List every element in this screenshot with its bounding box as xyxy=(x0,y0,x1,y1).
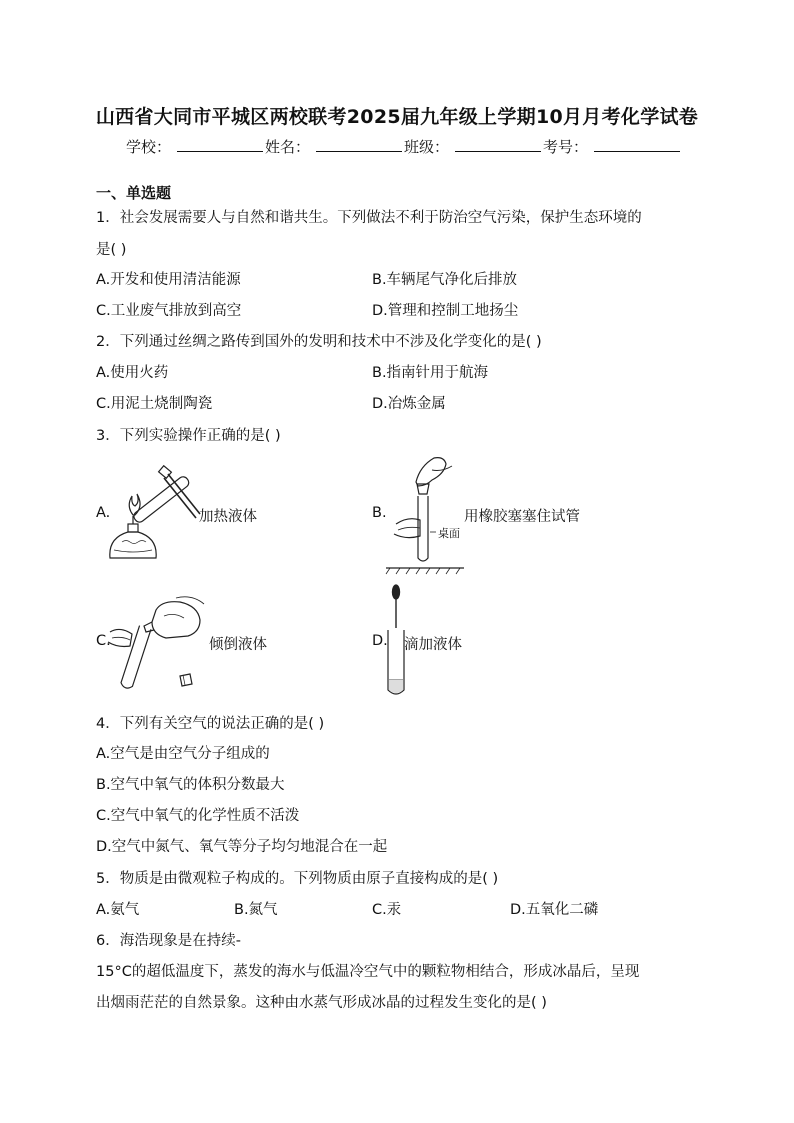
q5-option-b[interactable]: B.氮气 xyxy=(234,902,278,918)
pouring-liquid-icon xyxy=(104,596,208,696)
exam-title: 山西省大同市平城区两校联考2025届九年级上学期10月月考化学试卷 xyxy=(95,106,699,128)
school-blank[interactable] xyxy=(177,137,263,152)
q6-stem-line2: 15°C的超低温度下，蒸发的海水与低温冷空气中的颗粒物相结合，形成冰晶后，呈现 xyxy=(96,964,640,980)
name-label: 姓名： xyxy=(265,138,311,156)
q2-option-a[interactable]: A.使用火药 xyxy=(96,365,169,381)
q1-option-a[interactable]: A.开发和使用清洁能源 xyxy=(96,272,241,288)
q2-option-c[interactable]: C.用泥土烧制陶瓷 xyxy=(96,396,213,412)
q2-stem: 2．下列通过丝绸之路传到国外的发明和技术中不涉及化学变化的是( ) xyxy=(96,334,542,350)
q4-option-a[interactable]: A.空气是由空气分子组成的 xyxy=(96,746,270,762)
q4-option-c[interactable]: C.空气中氧气的化学性质不活泼 xyxy=(96,808,300,824)
q4-option-d[interactable]: D.空气中氮气、氧气等分子均匀地混合在一起 xyxy=(96,839,388,855)
q5-stem: 5．物质是由微观粒子构成的。下列物质由原子直接构成的是( ) xyxy=(96,871,499,887)
student-info-line xyxy=(126,136,682,157)
q5-option-d[interactable]: D.五氧化二磷 xyxy=(510,902,599,918)
q5-option-a[interactable]: A.氨气 xyxy=(96,902,140,918)
q5-option-c[interactable]: C.汞 xyxy=(372,902,402,918)
q3-option-c-letter[interactable]: C. xyxy=(96,633,111,649)
q6-stem-line1: 6．海浩现象是在持续- xyxy=(96,933,241,949)
q2-option-d[interactable]: D.冶炼金属 xyxy=(372,396,446,412)
q1-stem-line2: 是( ) xyxy=(96,242,127,258)
q3-option-b-figure-label: 桌面 xyxy=(438,527,460,540)
q1-stem-line1: 1．社会发展需要人与自然和谐共生。下列做法不利于防治空气污染，保护生态环境的 xyxy=(96,210,642,226)
alcohol-lamp-heating-icon xyxy=(104,458,204,564)
class-blank[interactable] xyxy=(455,137,541,152)
rubber-stopper-tube-icon xyxy=(386,452,466,577)
school-label: 学校： xyxy=(126,138,172,156)
q2-option-b[interactable]: B.指南针用于航海 xyxy=(372,365,489,381)
section-heading-single-choice: 一、单选题 xyxy=(96,184,172,202)
q3-stem: 3．下列实验操作正确的是( ) xyxy=(96,428,281,444)
q3-option-b-letter[interactable]: B. xyxy=(372,505,387,521)
q3-option-b-text: 用橡胶塞塞住试管 xyxy=(464,509,580,525)
q3-option-c-text: 倾倒液体 xyxy=(209,637,267,653)
q3-option-a-text: 加热液体 xyxy=(199,509,257,525)
q3-option-a-letter[interactable]: A. xyxy=(96,505,111,521)
class-label: 班级： xyxy=(404,138,450,156)
q3-option-d-letter[interactable]: D. xyxy=(372,633,388,649)
q1-option-c[interactable]: C.工业废气排放到高空 xyxy=(96,303,242,319)
exam-no-blank[interactable] xyxy=(594,137,680,152)
q3-option-d-text: 滴加液体 xyxy=(404,637,462,653)
q4-stem: 4．下列有关空气的说法正确的是( ) xyxy=(96,716,325,732)
q6-stem-line3: 出烟雨茫茫的自然景象。这种由水蒸气形成冰晶的过程发生变化的是( ) xyxy=(96,995,547,1011)
q1-option-d[interactable]: D.管理和控制工地扬尘 xyxy=(372,303,519,319)
name-blank[interactable] xyxy=(316,137,402,152)
q1-option-b[interactable]: B.车辆尾气净化后排放 xyxy=(372,272,518,288)
q4-option-b[interactable]: B.空气中氧气的体积分数最大 xyxy=(96,777,285,793)
exam-no-label: 考号： xyxy=(543,138,589,156)
